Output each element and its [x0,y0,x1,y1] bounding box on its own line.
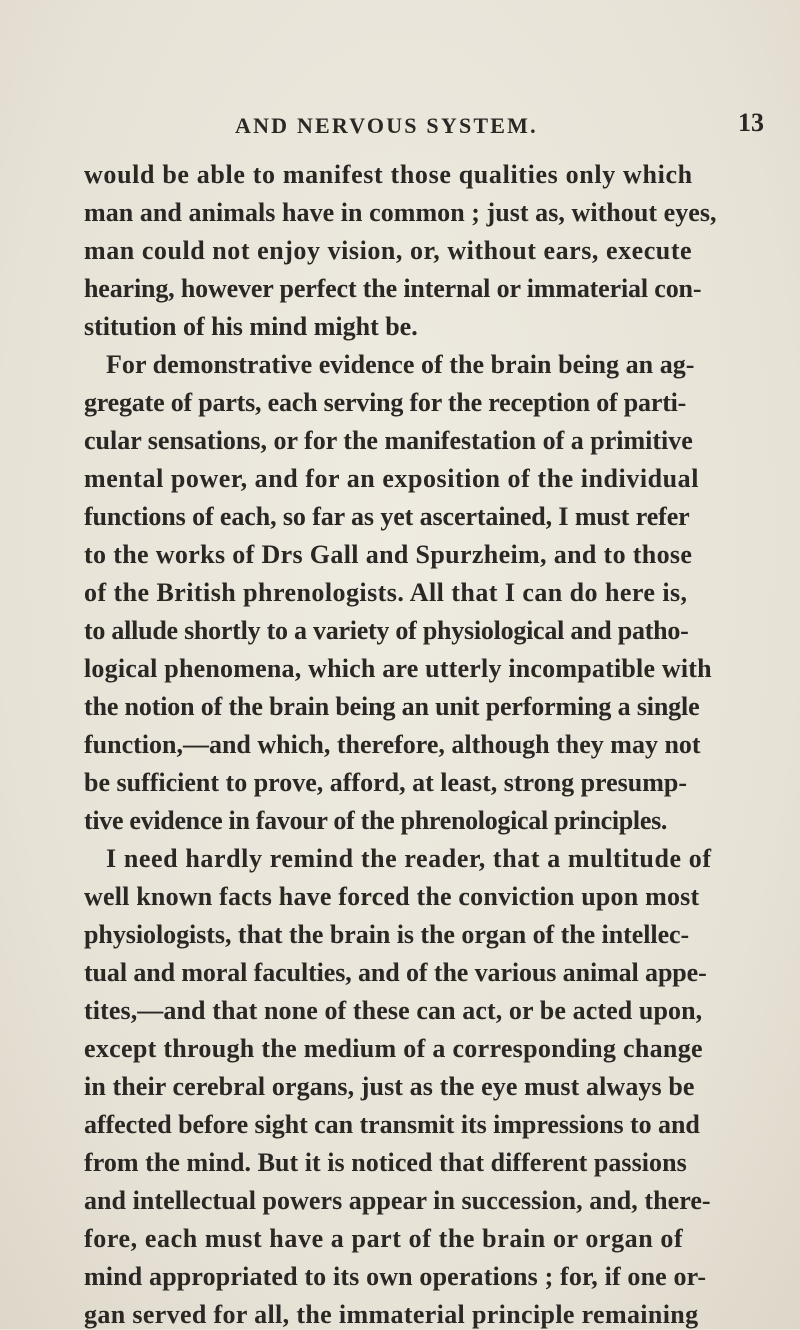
text-line: in their cerebral organs, just as the eye must always be [84,1072,695,1101]
text-line: physiologists, that the brain is the organ of the intellec- [84,920,690,949]
text-line: gregate of parts, each serving for the reception of parti- [84,388,687,417]
text-line: tites,—and that none of these can act, or be acted upon, [84,996,703,1025]
text-line: affected before sight can transmit its impressions to and [84,1110,700,1139]
page-number: 13 [738,108,764,137]
text-line: mind appropriated to its own operations ; for, if one or- [84,1262,707,1291]
text-line: gan served for all, the immaterial principle remaining [84,1300,699,1329]
text-line: except through the medium of a corresponding change [84,1034,703,1063]
text-line: logical phenomena, which are utterly incompatible with [84,654,712,683]
text-line: I need hardly remind the reader, that a multitude of [106,844,712,873]
text-line: man and animals have in common ; just as, without eyes, [84,198,717,227]
text-line: For demonstrative evidence of the brain being an ag- [106,350,695,379]
text-line: cular sensations, or for the manifestation of a primitive [84,426,693,455]
text-line: man could not enjoy vision, or, without ears, execute [84,236,693,265]
text-line: hearing, however perfect the internal or immaterial con- [84,274,702,303]
text-line: the notion of the brain being an unit performing a single [84,692,700,721]
text-line: well known facts have forced the conviction upon most [84,882,700,911]
text-line: functions of each, so far as yet ascertained, I must refer [84,502,690,531]
running-head: AND NERVOUS SYSTEM. [235,113,538,138]
text-line: to allude shortly to a variety of physiological and patho- [84,616,689,645]
text-line: be sufficient to prove, afford, at least, strong presump- [84,768,688,797]
text-line: function,—and which, therefore, although they may not [84,730,701,759]
text-line: tual and moral faculties, and of the various animal appe- [84,958,707,987]
text-line: and intellectual powers appear in succession, and, there- [84,1186,711,1215]
text-line: to the works of Drs Gall and Spurzheim, and to those [84,540,693,569]
text-line: fore, each must have a part of the brain or organ of [84,1224,684,1253]
text-line: mental power, and for an exposition of the individual [84,464,699,493]
text-line: stitution of his mind might be. [84,312,418,341]
text-line: tive evidence in favour of the phrenological principles. [84,806,668,835]
text-line: would be able to manifest those qualities only which [84,160,693,189]
text-line: from the mind. But it is noticed that different passions [84,1148,687,1177]
text-line: of the British phrenologists. All that I can do here is, [84,578,688,607]
